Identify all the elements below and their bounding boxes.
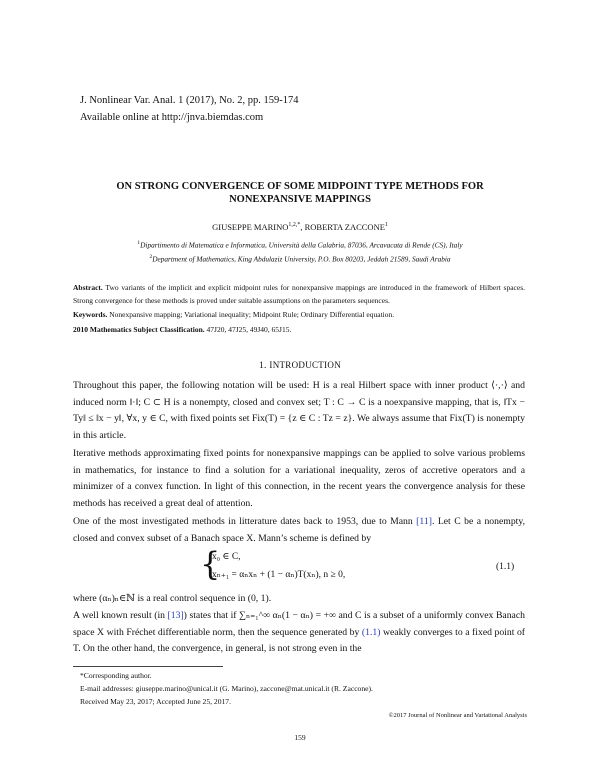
author-marino-sup: 1,2,* [288, 222, 301, 229]
citation-link-13[interactable]: [13] [167, 610, 184, 621]
title-line-2: NONEXPANSIVE MAPPINGS [229, 194, 371, 205]
paragraph-5 [73, 608, 525, 658]
paragraph-4-text: where (αₙ)ₙ∈ℕ is a real control sequence in (0, 1). [73, 593, 272, 604]
section-heading [60, 360, 540, 371]
journal-citation: J. Nonlinear Var. Anal. 1 (2017), No. 2, pp. 159-174 [80, 95, 299, 106]
keywords-text: Nonexpansive mapping; Variational inequality; Midpoint Rule; Ordinary Differential equation. [107, 310, 395, 319]
paper-title [60, 180, 540, 206]
footnote-corresponding: *Corresponding author. [80, 671, 152, 680]
equation-line-2: xₙ₊₁ = αₙxₙ + (1 − αₙ)T(xₙ), n ≥ 0, [212, 570, 346, 580]
abstract [73, 282, 525, 307]
author-zaccone-sup: 1 [384, 222, 388, 229]
paragraph-5-text-c: weakly converges to a fixed point of T. On the other hand, the convergence, in general, is not strong even in the [73, 626, 526, 655]
author-separator: , [300, 222, 305, 232]
affiliation-2-text: Department of Mathematics, King Abdulaziz University, P.O. Box 80203, Jeddah 21589, Saudi Arabia [152, 254, 451, 264]
equation-number: (1.1) [496, 562, 515, 572]
abstract-block [73, 282, 525, 336]
affiliation-1-text: Dipartimento di Matematica e Informatica, Università della Calabria, 87036, Arcavacata di Rende (CS), Italy [140, 240, 463, 250]
keywords [73, 309, 525, 322]
paragraph-5-text-a: A well known result (in [73, 610, 168, 621]
paragraph-3-text-b: . Let C be a nonempty, closed and convex subset of a Banach space X. Mann’s scheme is defined by [73, 516, 525, 544]
paragraph-2 [73, 446, 525, 512]
paragraph-3-text-a: One of the most investigated methods in litterature dates back to 1953, due to Mann [73, 516, 417, 527]
abstract-label: Abstract. [73, 283, 103, 292]
author-zaccone: ROBERTA ZACCONE [304, 222, 385, 232]
abstract-text: Two variants of the implicit and explicit midpoint rules for nonexpansive mappings are introduced in the framework of Hilbert spaces. Strong convergence for these methods is proved under suitable assumptions on the parameters sequences. [73, 283, 525, 305]
affiliation-1 [60, 240, 540, 249]
keywords-label: Keywords. [73, 310, 108, 319]
paragraph-2-text: Iterative methods approximating fixed points for nonexpansive mappings can be applied to solve various problems in mathematics, for instance to find a solution for a variational inequality, zeros of accretive operators and a minimizer of a convex function. In light of this connection, in the recent years the convergence analysis for these methods has received a great deal of attention. [73, 448, 525, 509]
author-list [60, 222, 540, 232]
msc [73, 324, 525, 337]
section-number: 1. [259, 361, 270, 371]
title-line-1: ON STRONG CONVERGENCE OF SOME MIDPOINT TYPE METHODS FOR [116, 181, 484, 192]
paragraph-1 [73, 378, 525, 444]
paragraph-4 [73, 591, 525, 608]
paragraph-3 [73, 514, 525, 547]
journal-url[interactable]: Available online at http://jnva.biemdas.com [80, 112, 264, 123]
msc-text: 47J20, 47J25, 49J40, 65J15. [204, 324, 292, 334]
footnote-email: E-mail addresses: giuseppe.marino@unical.it (G. Marino), zaccone@mat.unical.it (R. Zaccone). [80, 684, 373, 693]
author-marino: GIUSEPPE MARINO [212, 222, 289, 232]
footnote-received: Received May 23, 2017; Accepted June 25, 2017. [80, 697, 231, 706]
section-title: INTRODUCTION [269, 360, 341, 370]
equation-line-1: x₀ ∈ C, [212, 552, 241, 562]
equation-brace: { [200, 545, 221, 583]
affiliation-2-sup: 2 [149, 254, 153, 260]
page-number: 159 [294, 733, 306, 742]
affiliation-1-sup: 1 [137, 240, 141, 246]
copyright-notice: ©2017 Journal of Nonlinear and Variational Analysis [388, 712, 527, 719]
paragraph-5-text-b: ) states that if ∑ₙ₌₁^∞ αₙ(1 − αₙ) = +∞ and C is a subset of a uniformly convex Banach space X with Fréchet differentiable norm, then the sequence generated by [73, 610, 525, 638]
journal-header [80, 92, 299, 126]
footnote-rule [73, 666, 223, 667]
msc-label: 2010 Mathematics Subject Classification. [73, 324, 205, 334]
affiliation-2 [60, 254, 540, 263]
equation-link-1-1[interactable]: (1.1) [361, 626, 381, 638]
citation-link-11[interactable]: [11] [416, 516, 432, 527]
paragraph-1-text: Throughout this paper, the following notation will be used: H is a real Hilbert space with inner product ⟨·,·⟩ and induced norm ‖·‖; C ⊂ H is a nonempty, closed and convex set; T : C → C is a noexpansive mapping, that is, ‖Tx − Ty‖ ≤ ‖x − y‖, ∀x, y ∈ C, with fixed points set Fix(T) = {z ∈ C : Tz = z}. We always assume that Fix(T) is nonempty in this article. [73, 380, 525, 441]
